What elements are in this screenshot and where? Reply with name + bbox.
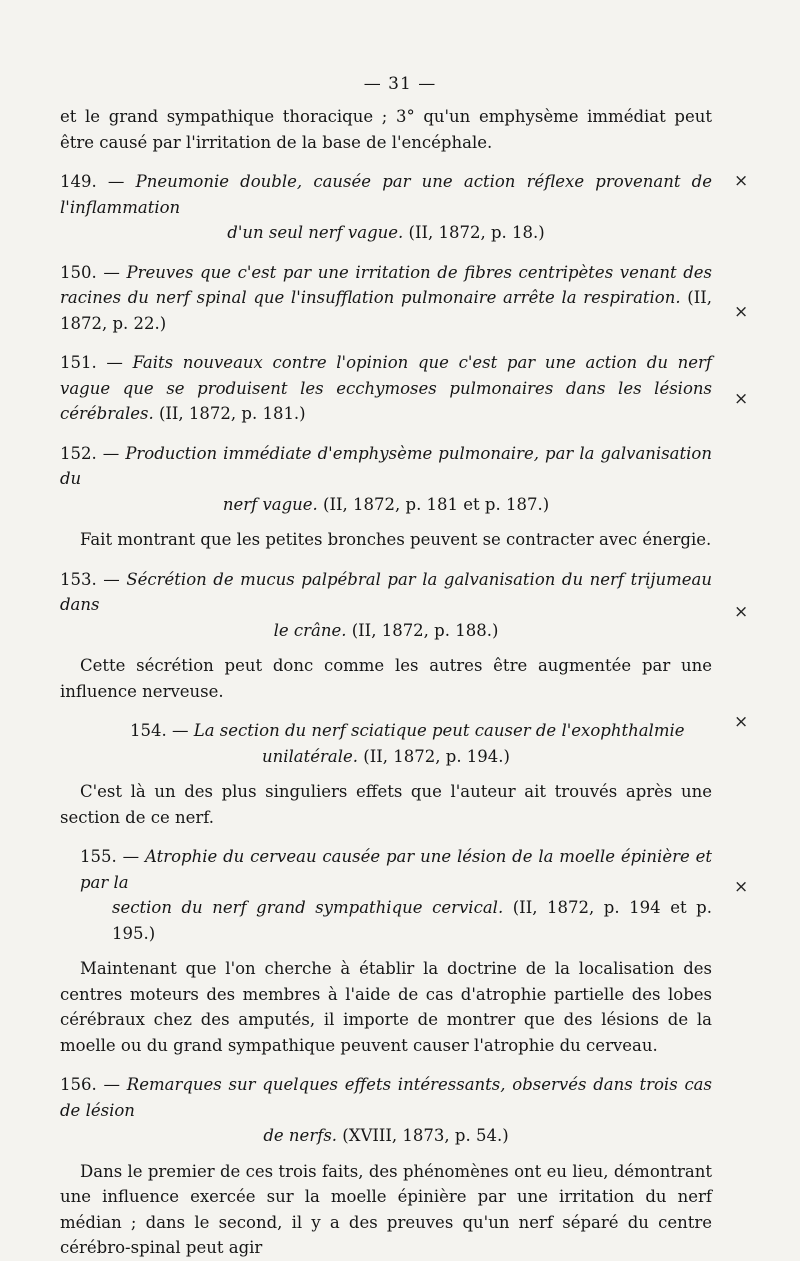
entry-dash: — xyxy=(96,443,126,463)
entry-title: Production immédiate d'emphysème pulmonaire, par la galvanisation du xyxy=(60,443,712,488)
margin-cross-mark: × xyxy=(734,302,749,322)
entry-title: Remarques sur quelques effets intéressants, observés dans trois cas de lésion xyxy=(60,1075,712,1120)
entry-title-cont: unilatérale. xyxy=(262,746,359,766)
entry-153 xyxy=(60,567,712,705)
entry-reference: (II, 1872, p. 18.) xyxy=(403,223,545,242)
entry-dash: — xyxy=(96,262,127,282)
entry-155 xyxy=(60,844,712,1058)
entry-title: Faits nouveaux contre l'opinion que c'est par une action du nerf vague que se produisent les ecchymoses pulmonaires dans les lésions cérébrales. xyxy=(60,353,712,423)
entry-number: 150. xyxy=(60,262,97,282)
margin-cross-mark: × xyxy=(734,712,749,732)
margin-cross-mark: × xyxy=(734,877,749,897)
entry-reference: (XVIII, 1873, p. 54.) xyxy=(337,1126,509,1145)
entry-dash: — xyxy=(96,172,136,191)
entry-title: La section du nerf sciatique peut causer de l'exophthalmie xyxy=(193,721,685,740)
text-column xyxy=(60,104,712,1261)
entry-dash: — xyxy=(96,1075,127,1094)
entry-note: Maintenant que l'on cherche à établir la doctrine de la localisation des centres moteurs des membres à l'aide de cas d'atrophie partielle des lobes cérébraux chez des amputés, il importe de montrer que des lésions de la moelle ou du grand sympathique peuvent causer l'atrophie du cerveau. xyxy=(60,959,712,1055)
entry-note: Fait montrant que les petites bronches peuvent se contracter avec énergie. xyxy=(80,530,712,549)
entry-number: 149. xyxy=(60,172,97,191)
entry-dash: — xyxy=(96,353,133,372)
entry-reference: (II, 1872, p. 181.) xyxy=(153,404,306,423)
entry-156 xyxy=(60,1072,712,1261)
entry-reference: (II, 1872, p. 194.) xyxy=(358,746,510,766)
entry-number: 156. xyxy=(60,1075,97,1094)
entry-note: C'est là un des plus singuliers effets que l'auteur ait trouvés après une section de ce nerf. xyxy=(60,782,712,827)
entry-154 xyxy=(60,718,712,830)
entry-title: Pneumonie double, causée par une action réflexe provenant de l'inflammation xyxy=(60,172,712,217)
entry-151 xyxy=(60,350,712,427)
entry-title-cont: d'un seul nerf vague. xyxy=(227,223,404,242)
entry-title: Atrophie du cerveau causée par une lésion de la moelle épinière et par la xyxy=(80,847,712,892)
entry-title-cont: section du nerf grand sympathique cervical. xyxy=(112,898,504,917)
entry-150 xyxy=(60,260,712,337)
entry-dash: — xyxy=(116,847,145,866)
entry-number: 153. xyxy=(60,569,97,589)
entry-dash: — xyxy=(96,569,127,589)
entry-reference: (II, 1872, p. 188.) xyxy=(346,620,499,640)
entry-149 xyxy=(60,169,712,246)
entry-title-cont: nerf vague. xyxy=(222,494,318,514)
entry-title-cont: le crâne. xyxy=(273,620,347,640)
entry-title-cont: de nerfs. xyxy=(263,1126,338,1145)
entry-152 xyxy=(60,441,712,553)
margin-cross-mark: × xyxy=(734,171,749,191)
entry-title: Sécrétion de mucus palpébral par la galvanisation du nerf trijumeau dans xyxy=(60,569,712,614)
entry-number: 151. xyxy=(60,353,97,372)
entry-number: 154. xyxy=(130,721,167,740)
entry-reference: (II, 1872, p. 181 et p. 187.) xyxy=(317,494,550,514)
entry-reference: (II, 1872, p. 194 et p. 195.) xyxy=(112,898,712,943)
entry-note: Cette sécrétion peut donc comme les autres être augmentée par une influence nerveuse. xyxy=(60,656,712,701)
entry-reference: (II, 1872, p. 22.) xyxy=(60,288,712,333)
entry-number: 152. xyxy=(60,443,97,463)
entry-title: Preuves que c'est par une irritation de fibres centripètes venant des racines du nerf spinal que l'insufflation pulmonaire arrête la respiration. xyxy=(60,262,713,307)
entry-number: 155. xyxy=(80,847,117,866)
entry-note: Dans le premier de ces trois faits, des phénomènes ont eu lieu, démontrant une influence exercée sur la moelle épinière par une irritation du nerf médian ; dans le second, il y a des preuves qu'un nerf séparé du centre cérébro-spinal peut agir xyxy=(60,1161,712,1257)
entry-dash: — xyxy=(166,721,194,740)
page-number: — 31 — xyxy=(363,74,437,94)
intro-paragraph: et le grand sympathique thoracique ; 3° qu'un emphysème immédiat peut être causé par l'irritation de la base de l'encéphale. xyxy=(60,107,712,152)
margin-cross-mark: × xyxy=(734,602,749,622)
margin-cross-mark: × xyxy=(734,389,749,409)
